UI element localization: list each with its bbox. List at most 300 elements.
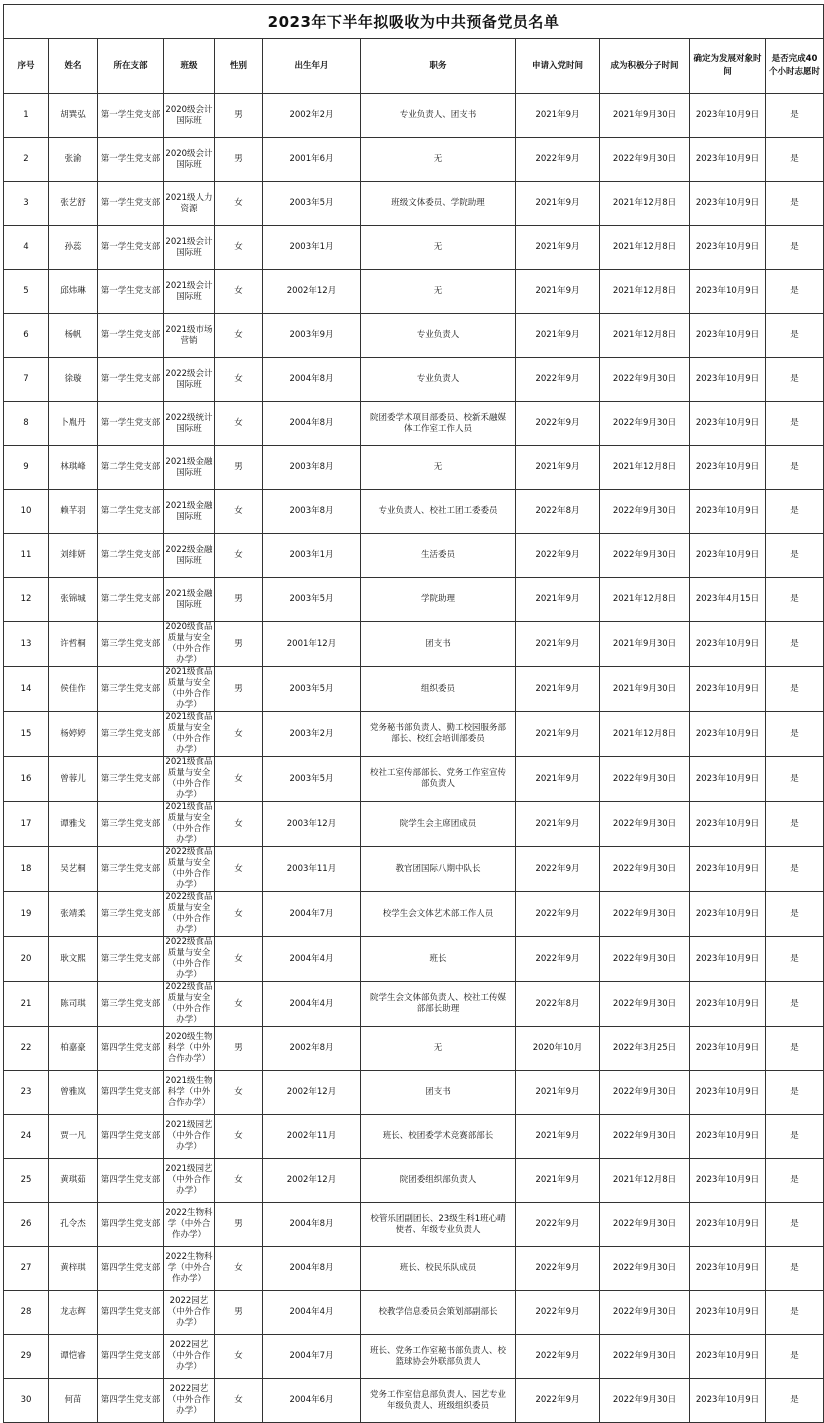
cell-class: 2022级会计国际班 <box>164 358 215 402</box>
cell-activist-date: 2022年9月30日 <box>600 757 690 802</box>
cell-name: 谭恺睿 <box>49 1335 98 1379</box>
cell-no: 19 <box>4 892 49 937</box>
cell-class: 2022级食品质量与安全（中外合作办学） <box>165 982 213 1025</box>
cell-gender: 女 <box>215 314 263 358</box>
cell-volunteer: 是 <box>766 94 824 138</box>
cell-activist-date: 2021年12月8日 <box>600 1159 690 1203</box>
cell-branch: 第三学生党支部 <box>98 802 164 847</box>
cell-gender: 女 <box>215 757 263 802</box>
cell-activist-date: 2022年9月30日 <box>600 1115 690 1159</box>
cell-duty: 校学生会文体艺术部工作人员 <box>361 892 516 937</box>
cell-target-date: 2023年10月9日 <box>690 446 766 490</box>
cell-branch: 第二学生党支部 <box>98 578 164 622</box>
cell-duty: 专业负责人、团支书 <box>361 94 516 138</box>
cell-activist-date: 2021年9月30日 <box>600 622 690 667</box>
cell-no: 12 <box>4 578 49 622</box>
header-row <box>4 39 824 94</box>
cell-volunteer: 是 <box>766 757 824 802</box>
cell-apply-date: 2021年9月 <box>516 622 600 667</box>
cell-branch: 第三学生党支部 <box>98 622 164 667</box>
cell-branch: 第四学生党支部 <box>98 1203 164 1247</box>
cell-birth: 2004年4月 <box>263 982 361 1027</box>
cell-activist-date: 2022年9月30日 <box>600 1291 690 1335</box>
cell-no: 26 <box>4 1203 49 1247</box>
cell-duty: 班长、校团委学术竞赛部部长 <box>361 1115 516 1159</box>
cell-duty: 校教学信息委员会策划部副部长 <box>361 1291 516 1335</box>
cell-apply-date: 2022年9月 <box>516 847 600 892</box>
cell-target-date: 2023年10月9日 <box>690 534 766 578</box>
header-no: 序号 <box>4 39 49 94</box>
cell-class: 2022级金融国际班 <box>164 534 215 578</box>
table-row <box>4 402 824 446</box>
cell-name: 吴艺桐 <box>49 847 98 892</box>
cell-no: 21 <box>4 982 49 1027</box>
cell-birth: 2001年6月 <box>263 138 361 182</box>
cell-apply-date: 2022年9月 <box>516 1203 600 1247</box>
cell-volunteer: 是 <box>766 802 824 847</box>
cell-gender: 女 <box>215 402 263 446</box>
cell-branch: 第四学生党支部 <box>98 1027 164 1071</box>
cell-apply-date: 2022年9月 <box>516 138 600 182</box>
cell-class: 2020级会计国际班 <box>164 94 215 138</box>
cell-target-date: 2023年10月9日 <box>690 94 766 138</box>
cell-branch: 第四学生党支部 <box>98 1379 164 1423</box>
cell-name: 胡巽弘 <box>49 94 98 138</box>
cell-name: 耿文熙 <box>49 937 98 982</box>
cell-no: 13 <box>4 622 49 667</box>
cell-activist-date: 2022年3月25日 <box>600 1027 690 1071</box>
cell-class: 2021级园艺（中外合作办学） <box>164 1115 215 1159</box>
cell-class: 2020级生物科学（中外合作办学） <box>164 1027 215 1071</box>
cell-gender: 女 <box>215 534 263 578</box>
table-row <box>4 578 824 622</box>
table-row <box>4 847 824 892</box>
cell-birth: 2003年5月 <box>263 578 361 622</box>
cell-volunteer: 是 <box>766 982 824 1027</box>
cell-gender: 女 <box>215 1115 263 1159</box>
cell-branch: 第二学生党支部 <box>98 490 164 534</box>
cell-no: 20 <box>4 937 49 982</box>
cell-duty: 团支书 <box>361 622 516 667</box>
cell-volunteer: 是 <box>766 226 824 270</box>
cell-class: 2022生物科学（中外合作办学） <box>164 1247 215 1291</box>
cell-branch: 第一学生党支部 <box>98 270 164 314</box>
cell-birth: 2002年12月 <box>263 1071 361 1115</box>
cell-apply-date: 2021年9月 <box>516 1159 600 1203</box>
cell-birth: 2003年5月 <box>263 757 361 802</box>
cell-gender: 女 <box>215 892 263 937</box>
cell-volunteer: 是 <box>766 1159 824 1203</box>
cell-target-date: 2023年10月9日 <box>690 358 766 402</box>
cell-no: 15 <box>4 712 49 757</box>
cell-volunteer: 是 <box>766 1247 824 1291</box>
cell-name: 徐璇 <box>49 358 98 402</box>
cell-volunteer: 是 <box>766 892 824 937</box>
cell-branch: 第三学生党支部 <box>98 982 164 1027</box>
cell-branch: 第一学生党支部 <box>98 226 164 270</box>
cell-name: 黄梓琪 <box>49 1247 98 1291</box>
cell-no: 22 <box>4 1027 49 1071</box>
cell-apply-date: 2022年9月 <box>516 1379 600 1423</box>
cell-activist-date: 2022年9月30日 <box>600 490 690 534</box>
cell-branch: 第一学生党支部 <box>98 94 164 138</box>
cell-branch: 第三学生党支部 <box>98 847 164 892</box>
cell-gender: 女 <box>215 1379 263 1423</box>
cell-apply-date: 2021年9月 <box>516 712 600 757</box>
cell-name: 许哲桐 <box>49 622 98 667</box>
cell-target-date: 2023年10月9日 <box>690 182 766 226</box>
cell-apply-date: 2021年9月 <box>516 1071 600 1115</box>
cell-class: 2021级食品质量与安全（中外合作办学） <box>165 757 213 800</box>
cell-duty: 专业负责人 <box>361 358 516 402</box>
cell-target-date: 2023年10月9日 <box>690 712 766 757</box>
cell-gender: 女 <box>215 270 263 314</box>
cell-no: 8 <box>4 402 49 446</box>
cell-volunteer: 是 <box>766 138 824 182</box>
header-target-date: 确定为发展对象时间 <box>690 39 766 94</box>
cell-birth: 2003年5月 <box>263 667 361 712</box>
cell-branch: 第四学生党支部 <box>98 1291 164 1335</box>
table-row <box>4 1291 824 1335</box>
cell-volunteer: 是 <box>766 1203 824 1247</box>
table-row <box>4 490 824 534</box>
cell-duty: 无 <box>361 270 516 314</box>
cell-duty: 教官团国际八期中队长 <box>361 847 516 892</box>
cell-volunteer: 是 <box>766 1027 824 1071</box>
cell-name: 卜胤丹 <box>49 402 98 446</box>
cell-branch: 第一学生党支部 <box>98 182 164 226</box>
cell-no: 1 <box>4 94 49 138</box>
cell-activist-date: 2022年9月30日 <box>600 802 690 847</box>
cell-activist-date: 2022年9月30日 <box>600 847 690 892</box>
cell-branch: 第二学生党支部 <box>98 534 164 578</box>
cell-name: 曾雅岚 <box>49 1071 98 1115</box>
cell-apply-date: 2021年9月 <box>516 94 600 138</box>
cell-name: 柏嘉豪 <box>49 1027 98 1071</box>
cell-branch: 第一学生党支部 <box>98 138 164 182</box>
page-title: 2023年下半年拟吸收为中共预备党员名单 <box>4 5 824 39</box>
cell-name: 张渝 <box>49 138 98 182</box>
cell-birth: 2003年9月 <box>263 314 361 358</box>
table-row <box>4 937 824 982</box>
cell-birth: 2003年8月 <box>263 446 361 490</box>
cell-name: 林琪峰 <box>49 446 98 490</box>
cell-activist-date: 2021年12月8日 <box>600 446 690 490</box>
cell-birth: 2004年7月 <box>263 892 361 937</box>
cell-birth: 2003年2月 <box>263 712 361 757</box>
cell-no: 11 <box>4 534 49 578</box>
cell-duty: 院团委学术项目部委员、校新禾融媒体工作室工作人员 <box>361 402 516 446</box>
cell-activist-date: 2021年12月8日 <box>600 712 690 757</box>
cell-branch: 第三学生党支部 <box>98 892 164 937</box>
cell-branch: 第一学生党支部 <box>98 402 164 446</box>
cell-target-date: 2023年10月9日 <box>690 802 766 847</box>
cell-no: 10 <box>4 490 49 534</box>
cell-duty: 无 <box>361 138 516 182</box>
cell-volunteer: 是 <box>766 1115 824 1159</box>
cell-gender: 女 <box>215 358 263 402</box>
table-row <box>4 712 824 757</box>
cell-gender: 女 <box>215 1335 263 1379</box>
table-row <box>4 1027 824 1071</box>
cell-duty: 校社工室传部部长、党务工作室宣传部负责人 <box>361 757 516 802</box>
cell-apply-date: 2021年9月 <box>516 578 600 622</box>
cell-activist-date: 2022年9月30日 <box>600 1335 690 1379</box>
cell-no: 25 <box>4 1159 49 1203</box>
cell-class: 2021级金融国际班 <box>164 578 215 622</box>
cell-name: 谭雅戈 <box>49 802 98 847</box>
cell-target-date: 2023年10月9日 <box>690 622 766 667</box>
cell-duty: 无 <box>361 226 516 270</box>
table-row <box>4 182 824 226</box>
cell-birth: 2003年1月 <box>263 534 361 578</box>
cell-target-date: 2023年10月9日 <box>690 1071 766 1115</box>
table-row <box>4 1203 824 1247</box>
cell-duty: 专业负责人、校社工团工委委员 <box>361 490 516 534</box>
cell-activist-date: 2021年12月8日 <box>600 226 690 270</box>
cell-target-date: 2023年10月9日 <box>690 226 766 270</box>
cell-name: 龙志辉 <box>49 1291 98 1335</box>
cell-activist-date: 2021年9月30日 <box>600 94 690 138</box>
cell-activist-date: 2022年9月30日 <box>600 982 690 1027</box>
cell-target-date: 2023年10月9日 <box>690 1159 766 1203</box>
cell-class: 2021级金融国际班 <box>164 490 215 534</box>
cell-no: 16 <box>4 757 49 802</box>
cell-apply-date: 2021年9月 <box>516 667 600 712</box>
cell-birth: 2004年6月 <box>263 1379 361 1423</box>
cell-class: 2022级统计国际班 <box>164 402 215 446</box>
cell-branch: 第四学生党支部 <box>98 1115 164 1159</box>
cell-name: 陈司琪 <box>49 982 98 1027</box>
cell-branch: 第四学生党支部 <box>98 1247 164 1291</box>
header-name: 姓名 <box>49 39 98 94</box>
cell-target-date: 2023年10月9日 <box>690 667 766 712</box>
table-row <box>4 1115 824 1159</box>
cell-volunteer: 是 <box>766 1071 824 1115</box>
cell-apply-date: 2022年9月 <box>516 358 600 402</box>
table-row <box>4 802 824 847</box>
cell-target-date: 2023年10月9日 <box>690 1291 766 1335</box>
cell-gender: 男 <box>215 1027 263 1071</box>
cell-gender: 女 <box>215 226 263 270</box>
cell-apply-date: 2021年9月 <box>516 270 600 314</box>
cell-duty: 团支书 <box>361 1071 516 1115</box>
cell-branch: 第四学生党支部 <box>98 1159 164 1203</box>
cell-target-date: 2023年4月15日 <box>690 578 766 622</box>
cell-duty: 院团委组织部负责人 <box>361 1159 516 1203</box>
cell-apply-date: 2022年8月 <box>516 982 600 1027</box>
cell-target-date: 2023年10月9日 <box>690 892 766 937</box>
cell-branch: 第三学生党支部 <box>98 757 164 802</box>
cell-no: 28 <box>4 1291 49 1335</box>
table-row <box>4 1159 824 1203</box>
cell-birth: 2002年2月 <box>263 94 361 138</box>
cell-volunteer: 是 <box>766 358 824 402</box>
cell-gender: 男 <box>215 1291 263 1335</box>
cell-gender: 男 <box>215 1203 263 1247</box>
cell-activist-date: 2022年9月30日 <box>600 534 690 578</box>
cell-activist-date: 2022年9月30日 <box>600 892 690 937</box>
cell-birth: 2003年11月 <box>263 847 361 892</box>
cell-target-date: 2023年10月9日 <box>690 1115 766 1159</box>
cell-birth: 2002年12月 <box>263 270 361 314</box>
table-row <box>4 892 824 937</box>
cell-name: 邱炜琳 <box>49 270 98 314</box>
cell-duty: 专业负责人 <box>361 314 516 358</box>
header-branch: 所在支部 <box>98 39 164 94</box>
cell-duty: 组织委员 <box>361 667 516 712</box>
cell-class: 2021级会计国际班 <box>164 270 215 314</box>
cell-no: 3 <box>4 182 49 226</box>
cell-class: 2020级会计国际班 <box>164 138 215 182</box>
cell-volunteer: 是 <box>766 1291 824 1335</box>
cell-volunteer: 是 <box>766 402 824 446</box>
cell-duty: 院学生会主席团成员 <box>361 802 516 847</box>
cell-gender: 男 <box>215 622 263 667</box>
cell-no: 29 <box>4 1335 49 1379</box>
cell-volunteer: 是 <box>766 1335 824 1379</box>
cell-class: 2022生物科学（中外合作办学） <box>164 1203 215 1247</box>
cell-target-date: 2023年10月9日 <box>690 314 766 358</box>
cell-name: 孔令杰 <box>49 1203 98 1247</box>
cell-duty: 学院助理 <box>361 578 516 622</box>
cell-no: 27 <box>4 1247 49 1291</box>
cell-apply-date: 2022年9月 <box>516 937 600 982</box>
header-class: 班级 <box>164 39 215 94</box>
cell-volunteer: 是 <box>766 578 824 622</box>
cell-birth: 2003年8月 <box>263 490 361 534</box>
table-row <box>4 1335 824 1379</box>
cell-target-date: 2023年10月9日 <box>690 757 766 802</box>
cell-birth: 2003年5月 <box>263 182 361 226</box>
cell-activist-date: 2021年12月8日 <box>600 578 690 622</box>
cell-target-date: 2023年10月9日 <box>690 982 766 1027</box>
cell-volunteer: 是 <box>766 667 824 712</box>
document-sheet <box>3 4 821 1423</box>
cell-apply-date: 2022年8月 <box>516 490 600 534</box>
candidate-table <box>3 4 824 1423</box>
table-body <box>4 94 824 1423</box>
cell-gender: 男 <box>215 667 263 712</box>
cell-branch: 第三学生党支部 <box>98 712 164 757</box>
cell-duty: 党务工作室信息部负责人、园艺专业年级负责人、班级组织委员 <box>361 1379 516 1423</box>
cell-apply-date: 2021年9月 <box>516 1115 600 1159</box>
cell-class: 2022园艺（中外合作办学） <box>164 1291 215 1335</box>
cell-volunteer: 是 <box>766 446 824 490</box>
cell-gender: 女 <box>215 1071 263 1115</box>
cell-class: 2021级食品质量与安全（中外合作办学） <box>165 712 213 755</box>
cell-target-date: 2023年10月9日 <box>690 847 766 892</box>
cell-class: 2021级会计国际班 <box>164 226 215 270</box>
cell-gender: 女 <box>215 937 263 982</box>
table-row <box>4 358 824 402</box>
cell-apply-date: 2021年9月 <box>516 182 600 226</box>
cell-volunteer: 是 <box>766 847 824 892</box>
cell-class: 2021级金融国际班 <box>164 446 215 490</box>
cell-name: 张艺舒 <box>49 182 98 226</box>
cell-birth: 2003年1月 <box>263 226 361 270</box>
cell-name: 张锦城 <box>49 578 98 622</box>
cell-activist-date: 2021年9月30日 <box>600 667 690 712</box>
cell-no: 17 <box>4 802 49 847</box>
cell-apply-date: 2020年10月 <box>516 1027 600 1071</box>
cell-duty: 生活委员 <box>361 534 516 578</box>
cell-class: 2021级园艺（中外合作办学） <box>164 1159 215 1203</box>
header-birth: 出生年月 <box>263 39 361 94</box>
cell-apply-date: 2022年9月 <box>516 892 600 937</box>
cell-gender: 女 <box>215 1247 263 1291</box>
table-row <box>4 622 824 667</box>
cell-target-date: 2023年10月9日 <box>690 1335 766 1379</box>
cell-birth: 2004年4月 <box>263 1291 361 1335</box>
cell-apply-date: 2021年9月 <box>516 802 600 847</box>
cell-birth: 2001年12月 <box>263 622 361 667</box>
cell-gender: 女 <box>215 712 263 757</box>
cell-volunteer: 是 <box>766 622 824 667</box>
cell-activist-date: 2022年9月30日 <box>600 138 690 182</box>
cell-target-date: 2023年10月9日 <box>690 490 766 534</box>
cell-name: 孙蕊 <box>49 226 98 270</box>
cell-name: 何苗 <box>49 1379 98 1423</box>
cell-name: 曾蓉儿 <box>49 757 98 802</box>
cell-branch: 第三学生党支部 <box>98 937 164 982</box>
cell-target-date: 2023年10月9日 <box>690 138 766 182</box>
header-gender: 性别 <box>215 39 263 94</box>
cell-name: 赖芊羽 <box>49 490 98 534</box>
cell-target-date: 2023年10月9日 <box>690 1203 766 1247</box>
cell-name: 杨婷婷 <box>49 712 98 757</box>
cell-duty: 班级文体委员、学院助理 <box>361 182 516 226</box>
cell-volunteer: 是 <box>766 534 824 578</box>
cell-duty: 校管乐团副团长、23级生科1班心晴使者、年级专业负责人 <box>361 1203 516 1247</box>
cell-no: 7 <box>4 358 49 402</box>
cell-target-date: 2023年10月9日 <box>690 1247 766 1291</box>
cell-branch: 第四学生党支部 <box>98 1335 164 1379</box>
cell-volunteer: 是 <box>766 182 824 226</box>
cell-gender: 女 <box>215 490 263 534</box>
cell-gender: 男 <box>215 446 263 490</box>
header-duty: 职务 <box>361 39 516 94</box>
cell-volunteer: 是 <box>766 937 824 982</box>
cell-class: 2022园艺（中外合作办学） <box>164 1335 215 1379</box>
cell-duty: 班长、党务工作室秘书部负责人、校篮球协会外联部负责人 <box>361 1335 516 1379</box>
cell-target-date: 2023年10月9日 <box>690 1027 766 1071</box>
cell-class: 2022级食品质量与安全（中外合作办学） <box>165 847 213 890</box>
cell-no: 30 <box>4 1379 49 1423</box>
table-row <box>4 982 824 1027</box>
cell-activist-date: 2021年12月8日 <box>600 182 690 226</box>
cell-birth: 2002年12月 <box>263 1159 361 1203</box>
cell-no: 18 <box>4 847 49 892</box>
cell-duty: 院学生会文体部负责人、校社工传媒部部长助理 <box>361 982 516 1027</box>
table-row <box>4 446 824 490</box>
cell-gender: 女 <box>215 802 263 847</box>
cell-class: 2021级生物科学（中外合作办学） <box>164 1071 215 1115</box>
cell-activist-date: 2022年9月30日 <box>600 937 690 982</box>
cell-gender: 男 <box>215 138 263 182</box>
cell-birth: 2003年12月 <box>263 802 361 847</box>
cell-volunteer: 是 <box>766 270 824 314</box>
cell-activist-date: 2022年9月30日 <box>600 1203 690 1247</box>
cell-activist-date: 2021年12月8日 <box>600 270 690 314</box>
cell-no: 23 <box>4 1071 49 1115</box>
header-apply-date: 申请入党时间 <box>516 39 600 94</box>
cell-birth: 2002年8月 <box>263 1027 361 1071</box>
cell-birth: 2004年8月 <box>263 402 361 446</box>
cell-activist-date: 2022年9月30日 <box>600 358 690 402</box>
cell-apply-date: 2021年9月 <box>516 757 600 802</box>
cell-name: 侯佳作 <box>49 667 98 712</box>
